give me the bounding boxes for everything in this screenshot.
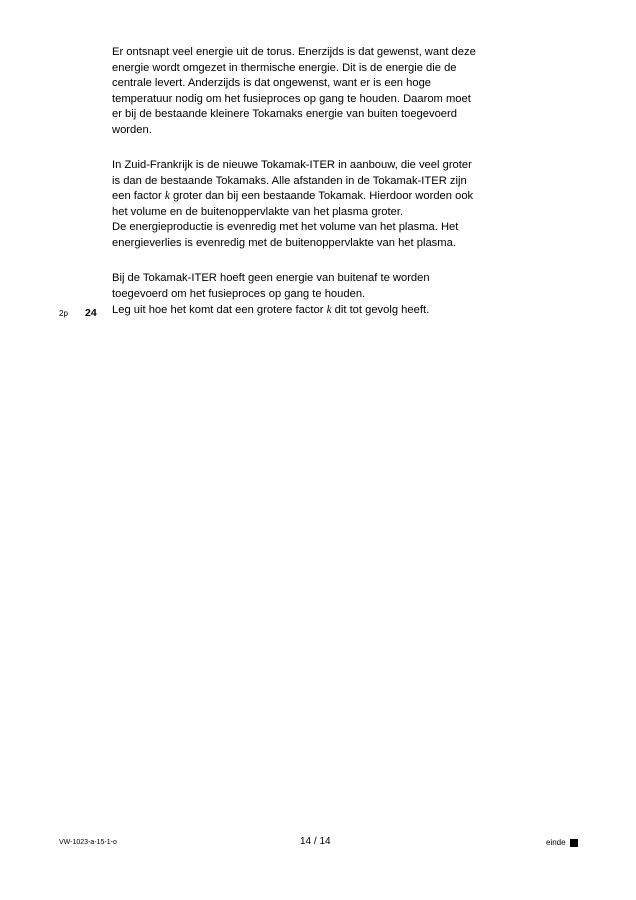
end-square-icon [570, 839, 578, 847]
text-line: is dan de bestaande Tokamaks. Alle afstanden in de Tokamak-ITER zijn [112, 174, 467, 187]
text-line: het volume en de buitenoppervlakte van het plasma groter. [112, 205, 404, 218]
question-number: 24 [85, 307, 97, 319]
text-line: centrale levert. Anderzijds is dat ongewenst, want er is een hoge [112, 77, 432, 90]
question-points: 2p [59, 309, 68, 318]
text-line: De energieproductie is evenredig met het volume van het plasma. Het [112, 221, 459, 234]
page-number: 14 / 14 [300, 836, 331, 847]
paragraph-iter [112, 158, 562, 252]
text-line: Er ontsnapt veel energie uit de torus. Enerzijds is dat gewenst, want deze [112, 46, 476, 58]
text-line-with-variable [112, 189, 562, 205]
end-label: einde [546, 838, 566, 847]
text-fragment: Leg uit hoe het komt dat een grotere factor [112, 304, 327, 316]
text-line: toegevoerd om het fusieproces op gang te houden. [112, 287, 366, 300]
text-fragment: groter dan bij een bestaande Tokamak. Hierdoor worden ook [169, 190, 474, 203]
paragraph-conclusion [112, 271, 562, 302]
text-line: temperatuur nodig om het fusieproces op gang te houden. Daarom moet [112, 92, 471, 105]
variable-k: k [326, 304, 332, 316]
text-line: Bij de Tokamak-ITER hoeft geen energie van buitenaf te worden [112, 272, 430, 284]
text-line: er bij de bestaande kleinere Tokamaks energie van buiten toegevoerd [112, 108, 457, 121]
question-text [112, 303, 429, 319]
text-fragment: dit tot gevolg heeft. [331, 304, 430, 316]
text-line: energieverlies is evenredig met de buitenoppervlakte van het plasma. [112, 236, 456, 249]
exam-code: VW-1023-a-15-1-o [59, 839, 117, 846]
variable-k: k [164, 190, 170, 203]
paragraph-intro [112, 45, 562, 139]
text-line: worden. [112, 123, 152, 136]
text-line: energie wordt omgezet in thermische energie. Dit is de energie die de [112, 61, 457, 74]
end-marker [546, 838, 578, 847]
text-line: In Zuid-Frankrijk is de nieuwe Tokamak-ITER in aanbouw, die veel groter [112, 159, 472, 171]
text-fragment: een factor [112, 190, 165, 203]
